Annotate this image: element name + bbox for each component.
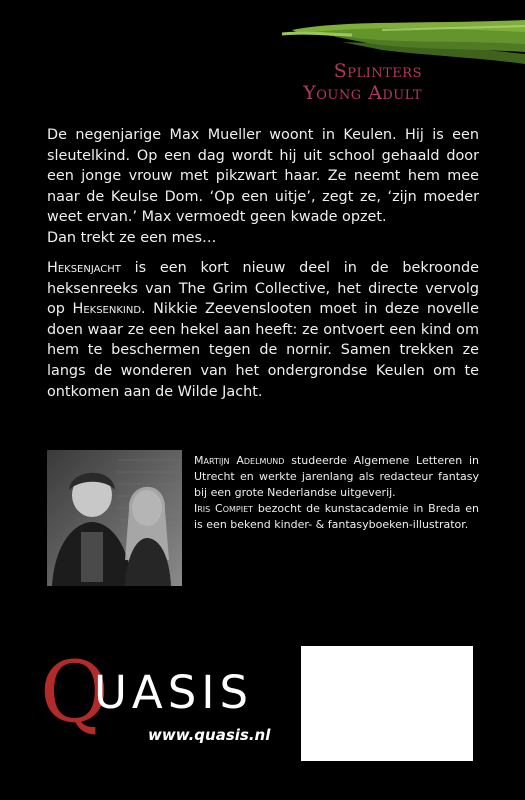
- author-1-text: studeerde Algemene Letteren in Utrecht en werkte jarenlang als redacteur fantasy bij een grote Nederlandse uitgeverij.: [194, 454, 479, 499]
- description-text-a: is een kort nieuw deel in de bekroonde heksenreeks van The Grim Collective, het directe vervolg op: [47, 260, 479, 318]
- publisher-logo: [40, 643, 271, 750]
- publisher-url: www.quasis.nl: [148, 726, 271, 744]
- series-line-2: Young Adult: [303, 82, 422, 104]
- author-bio-2: [194, 501, 479, 533]
- description-text-b: . Nikkie Zeevenslooten moet in deze novelle doen waar ze een hekel aan heeft: ze ontvoert een kind om hem te beschermen tegen de nornir. Samen trekken ze langs de wonderen van het ondergrondse Keulen om te ontkomen aan de Wilde Jacht.: [47, 301, 479, 400]
- prequel-title: Heksenkind: [72, 301, 142, 318]
- logo-q-letter: Q: [40, 643, 109, 741]
- blurb-intro-cliffhanger: Dan trekt ze een mes…: [47, 229, 217, 246]
- author-bio-1: [194, 453, 479, 501]
- author-bios: [194, 453, 479, 533]
- green-brush-stroke: [282, 14, 525, 66]
- blurb-description: [47, 258, 479, 402]
- barcode-placeholder: [301, 646, 473, 761]
- blurb-intro: [47, 125, 479, 249]
- author-2-name: Iris Compiet: [194, 502, 254, 515]
- author-photo: [47, 450, 182, 586]
- blurb-description-paragraph: [47, 258, 479, 402]
- author-1-name: Martijn Adelmund: [194, 454, 285, 467]
- series-label: [303, 60, 422, 104]
- blurb-intro-paragraph: De negenjarige Max Mueller woont in Keulen. Hij is een sleutelkind. Op een dag wordt hij uit school gehaald door een jonge vrouw met pikzwart haar. Ze neemt hem mee naar de Keulse Dom. ‘Op een uitje’, zegt ze, ‘zijn moeder weet ervan.’ Max vermoedt geen kwade opzet.: [47, 127, 479, 226]
- book-title: Heksenjacht: [47, 260, 121, 276]
- author-2-text: bezocht de kunstacademie in Breda en is een bekend kinder- & fantasyboeken-illustrator.: [194, 502, 479, 531]
- logo-wordmark: UASIS: [94, 666, 254, 719]
- series-line-1: Splinters: [333, 60, 422, 82]
